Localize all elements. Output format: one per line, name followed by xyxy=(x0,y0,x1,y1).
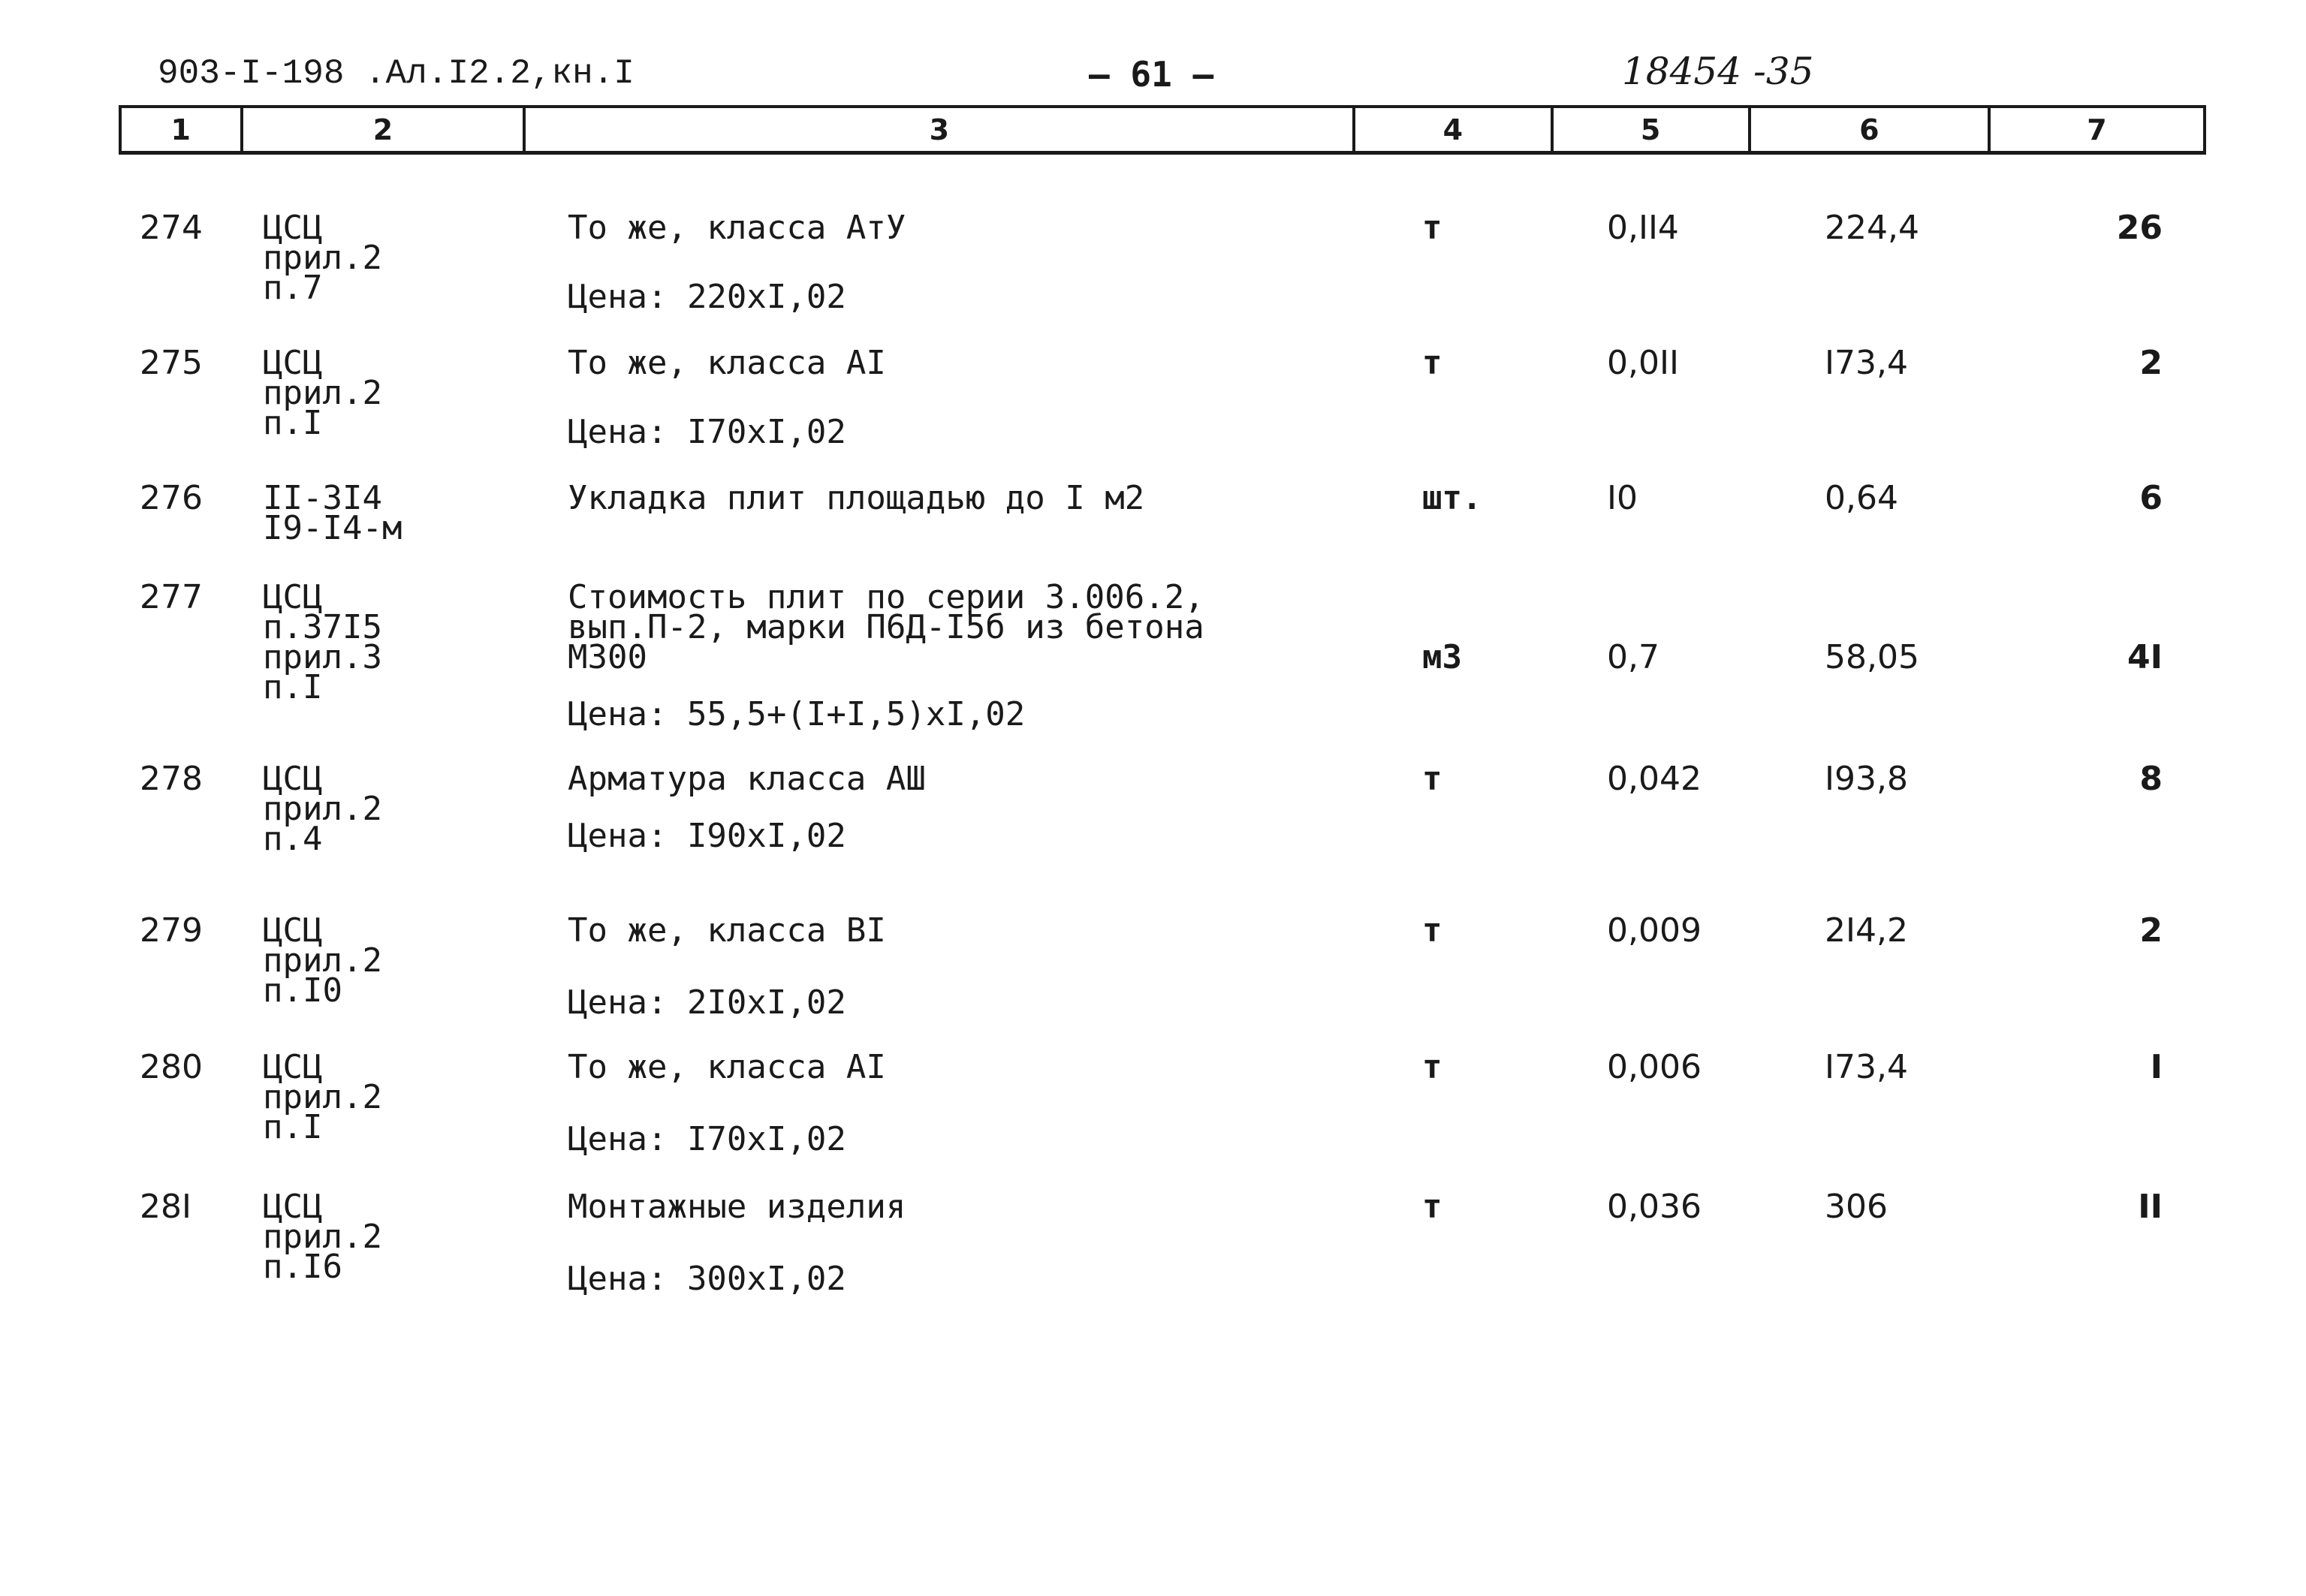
work-description xyxy=(568,479,1145,517)
reference-line: прил.3 xyxy=(263,638,382,676)
reference-code xyxy=(263,479,402,547)
row-number: 279 xyxy=(140,911,203,950)
row-number: 277 xyxy=(140,578,203,616)
reference-line: п.I0 xyxy=(263,971,342,1010)
total-cost: 26 xyxy=(2116,209,2163,247)
total-cost: 6 xyxy=(2139,479,2163,517)
column-header-6: 6 xyxy=(1751,108,1991,151)
total-cost: II xyxy=(2138,1188,2163,1226)
column-header-row xyxy=(119,105,2206,155)
quantity: 0,042 xyxy=(1607,760,1702,798)
reference-line: прил.2 xyxy=(263,239,382,277)
table-row xyxy=(0,1048,2306,1180)
unit-cost: I73,4 xyxy=(1825,344,1908,382)
total-cost: 8 xyxy=(2139,760,2163,798)
quantity: 0,006 xyxy=(1607,1048,1702,1086)
reference-code xyxy=(263,578,382,706)
reference-line: ЦСЦ xyxy=(263,760,323,798)
row-number: 275 xyxy=(140,344,203,382)
price-formula: Цена: 55,5+(I+I,5)хI,02 xyxy=(568,695,1026,733)
reference-line: I9-I4-м xyxy=(263,509,402,547)
reference-line: п.37I5 xyxy=(263,608,382,646)
quantity: 0,II4 xyxy=(1607,209,1679,247)
table-row xyxy=(0,1188,2306,1320)
unit-cost: 306 xyxy=(1825,1188,1888,1226)
row-number: 280 xyxy=(140,1048,203,1086)
row-number: 28I xyxy=(140,1188,191,1226)
reference-line: п.I xyxy=(263,404,323,442)
reference-line: п.I xyxy=(263,1108,323,1146)
page-number: — 61 — xyxy=(1089,54,1214,95)
quantity: 0,0II xyxy=(1607,344,1679,382)
column-header-4: 4 xyxy=(1355,108,1553,151)
work-description xyxy=(568,1188,906,1226)
price-formula: Цена: 2I0хI,02 xyxy=(568,983,846,1022)
row-number: 278 xyxy=(140,760,203,798)
column-header-5: 5 xyxy=(1554,108,1751,151)
unit-of-measure: т xyxy=(1422,344,1442,382)
unit-of-measure: м3 xyxy=(1422,638,1462,676)
unit-of-measure: т xyxy=(1422,1048,1442,1086)
reference-line: ЦСЦ xyxy=(263,1188,323,1226)
reference-line: II-3I4 xyxy=(263,479,382,517)
reference-line: прил.2 xyxy=(263,1078,382,1116)
unit-cost: 0,64 xyxy=(1825,479,1898,517)
description-line: То же, класса ВI xyxy=(568,911,886,950)
reference-line: прил.2 xyxy=(263,1218,382,1256)
reference-line: ЦСЦ xyxy=(263,344,323,382)
description-line: Арматура класса АШ xyxy=(568,760,926,798)
price-formula: Цена: I70хI,02 xyxy=(568,1120,846,1158)
unit-of-measure: т xyxy=(1422,209,1442,247)
unit-cost: I73,4 xyxy=(1825,1048,1908,1086)
work-description xyxy=(568,344,886,382)
description-line: То же, класса АтУ xyxy=(568,209,906,247)
description-line: Укладка плит площадью до I м2 xyxy=(568,479,1145,517)
work-description xyxy=(568,209,906,247)
unit-of-measure: т xyxy=(1422,760,1442,798)
column-header-7: 7 xyxy=(2087,113,2107,146)
work-description xyxy=(568,1048,886,1086)
reference-line: прил.2 xyxy=(263,790,382,828)
row-number: 276 xyxy=(140,479,203,517)
unit-cost: I93,8 xyxy=(1825,760,1908,798)
reference-code xyxy=(263,1188,382,1286)
reference-code xyxy=(263,911,382,1010)
total-cost: 2 xyxy=(2139,911,2163,950)
table-row xyxy=(0,578,2306,733)
unit-of-measure: шт. xyxy=(1422,479,1482,517)
total-cost: 2 xyxy=(2139,344,2163,382)
table-row xyxy=(0,760,2306,892)
document-code: 903-I-198 .Ал.I2.2,кн.I xyxy=(158,54,635,93)
work-description xyxy=(568,911,886,950)
unit-cost: 224,4 xyxy=(1825,209,1919,247)
unit-cost: 58,05 xyxy=(1825,638,1919,676)
unit-of-measure: т xyxy=(1422,1188,1442,1226)
quantity: 0,7 xyxy=(1607,638,1659,676)
row-number: 274 xyxy=(140,209,203,247)
reference-line: п.7 xyxy=(263,269,323,307)
unit-cost: 2I4,2 xyxy=(1825,911,1908,950)
reference-line: ЦСЦ xyxy=(263,911,323,950)
reference-line: п.I xyxy=(263,668,323,706)
reference-code xyxy=(263,209,382,307)
work-description xyxy=(568,578,1204,676)
description-line: М300 xyxy=(568,638,647,676)
description-line: вып.П-2, марки П6Д-I5б из бетона xyxy=(568,608,1204,646)
description-line: Монтажные изделия xyxy=(568,1188,906,1226)
quantity: I0 xyxy=(1607,479,1638,517)
reference-code xyxy=(263,760,382,858)
reference-line: п.I6 xyxy=(263,1248,342,1286)
price-formula: Цена: I70хI,02 xyxy=(568,413,846,451)
column-header-1: 1 xyxy=(122,108,243,151)
description-line: Стоимость плит по серии 3.006.2, xyxy=(568,578,1204,616)
price-formula: Цена: I90хI,02 xyxy=(568,817,846,855)
reference-line: п.4 xyxy=(263,820,323,858)
reference-code xyxy=(263,1048,382,1146)
quantity: 0,036 xyxy=(1607,1188,1702,1226)
table-row xyxy=(0,911,2306,1043)
table-row xyxy=(0,344,2306,476)
description-line: То же, класса АI xyxy=(568,1048,886,1086)
total-cost: I xyxy=(2150,1048,2163,1086)
reference-line: ЦСЦ xyxy=(263,578,323,616)
reference-line: прил.2 xyxy=(263,941,382,980)
inventory-number: 18454 -35 xyxy=(1622,50,1814,93)
work-description xyxy=(568,760,926,798)
reference-line: прил.2 xyxy=(263,374,382,412)
table-row xyxy=(0,209,2306,341)
column-header-2: 2 xyxy=(243,108,526,151)
unit-of-measure: т xyxy=(1422,911,1442,950)
reference-line: ЦСЦ xyxy=(263,1048,323,1086)
total-cost: 4I xyxy=(2127,638,2163,676)
reference-line: ЦСЦ xyxy=(263,209,323,247)
reference-code xyxy=(263,344,382,442)
price-formula: Цена: 300хI,02 xyxy=(568,1260,846,1298)
quantity: 0,009 xyxy=(1607,911,1702,950)
description-line: То же, класса АI xyxy=(568,344,886,382)
price-formula: Цена: 220хI,02 xyxy=(568,278,846,316)
column-header-3: 3 xyxy=(526,108,1355,151)
